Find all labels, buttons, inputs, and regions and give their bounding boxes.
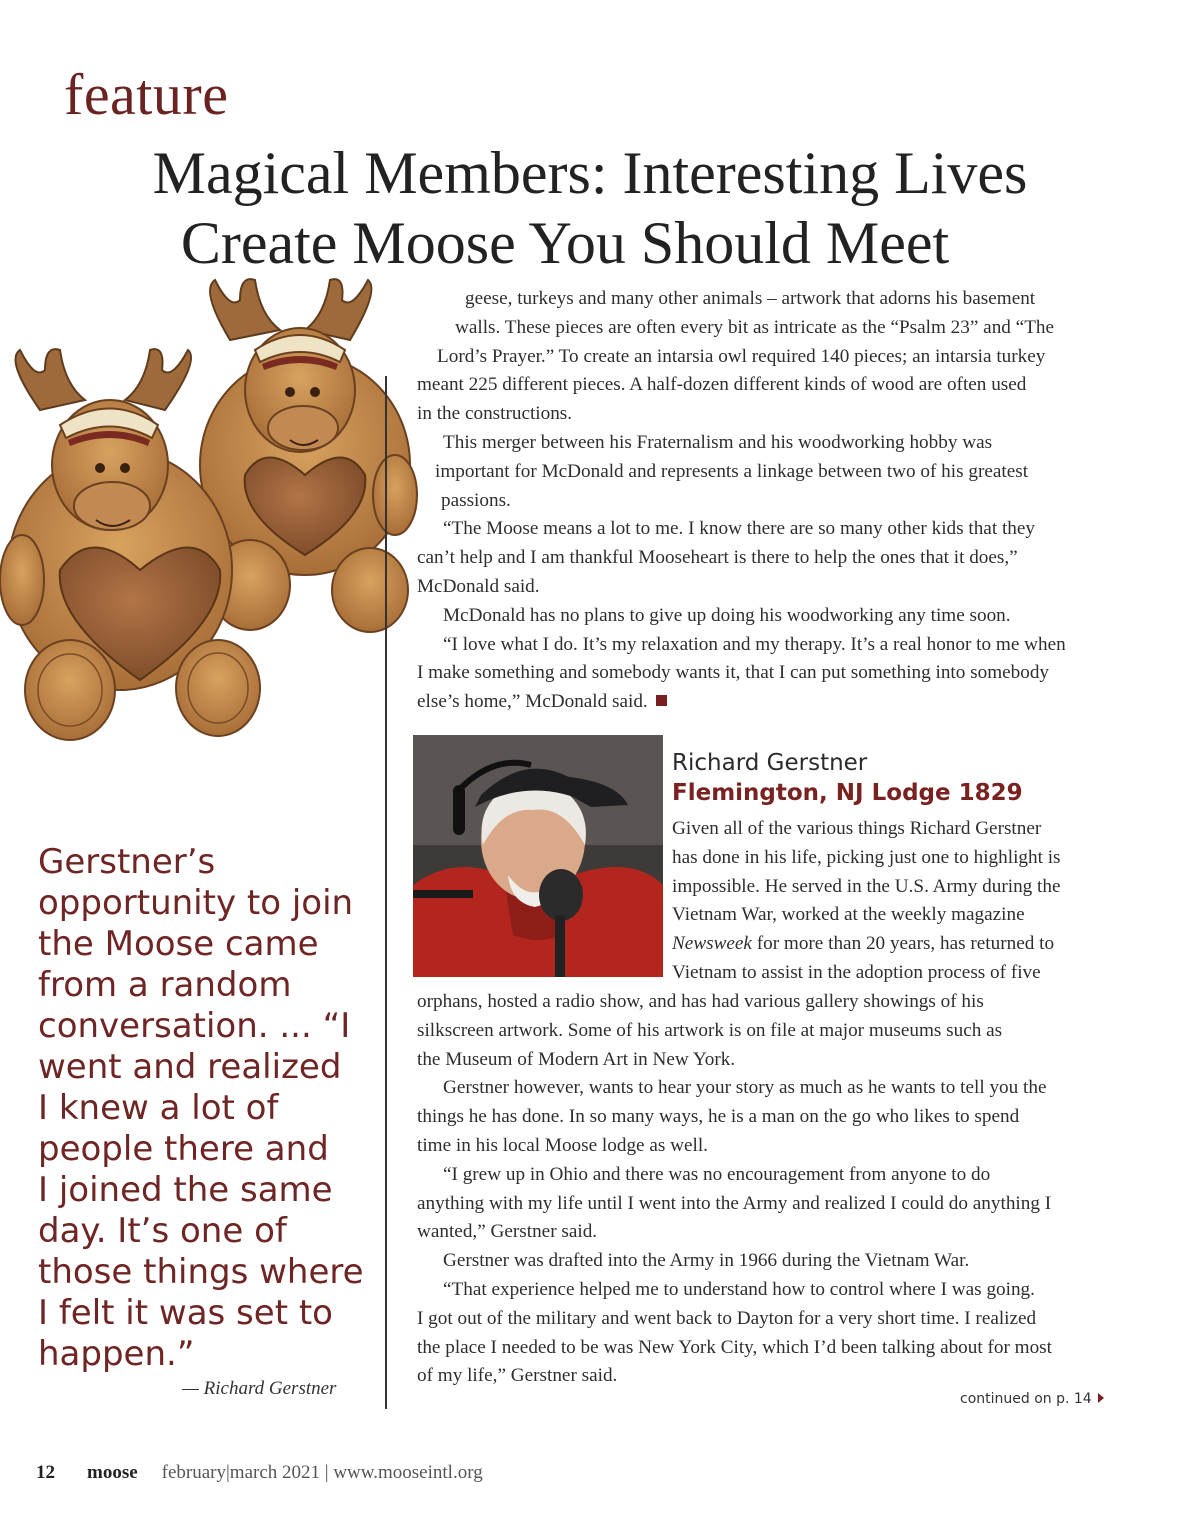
- end-of-story-bullet: [656, 695, 667, 706]
- play-arrow-icon: [1098, 1393, 1104, 1403]
- text-line: can’t help and I am thankful Mooseheart is there to help the ones that it does,”: [417, 547, 1018, 569]
- text-line: Vietnam War, worked at the weekly magazine: [672, 904, 1025, 926]
- pull-quote-line: from a random: [38, 965, 292, 1005]
- text-line: I make something and somebody wants it, that I can put something into somebody: [417, 662, 1050, 684]
- text-line: I got out of the military and went back to Dayton for a very short time. I realized: [417, 1307, 1037, 1329]
- pull-quote-line: happen.”: [38, 1334, 195, 1374]
- headline-line-1: Magical Members: Interesting Lives: [152, 140, 1028, 206]
- text-line: impossible. He served in the U.S. Army during the: [672, 875, 1061, 897]
- profile-name: Richard Gerstner: [672, 750, 868, 776]
- pull-quote-line: I felt it was set to: [38, 1293, 333, 1333]
- profile-intro-wrap: [672, 815, 1172, 988]
- mcdonald-article-continued: [417, 285, 1177, 717]
- text-line-end: else’s home,” McDonald said.: [417, 691, 648, 713]
- text-line: things he has done. In so many ways, he is a man on the go who likes to spend: [417, 1106, 1020, 1128]
- text-line: “The Moose means a lot to me. I know there are so many other kids that they: [443, 518, 1035, 540]
- text-line: silkscreen artwork. Some of his artwork is on file at major museums such as: [417, 1019, 1003, 1041]
- magazine-name: moose: [87, 1462, 138, 1483]
- text-line: has done in his life, picking just one to highlight is: [672, 846, 1061, 868]
- text-line: Gerstner however, wants to hear your story as much as he wants to tell you the: [443, 1077, 1047, 1099]
- pull-quote-line: the Moose came: [38, 924, 319, 964]
- text-line: Given all of the various things Richard Gerstner: [672, 818, 1042, 839]
- page-number: 12: [36, 1462, 55, 1483]
- pull-quote-line: opportunity to join: [38, 883, 354, 923]
- profile-heading: [672, 748, 1023, 808]
- page-footer: [36, 1462, 483, 1484]
- section-kicker: feature: [64, 62, 229, 127]
- pull-quote-line: went and realized: [38, 1047, 342, 1087]
- text-line: McDonald said.: [417, 575, 540, 597]
- text-line: Vietnam to assist in the adoption process of five: [672, 961, 1041, 983]
- text-line: passions.: [441, 489, 511, 511]
- text-line: “I grew up in Ohio and there was no encouragement from anyone to do: [443, 1163, 991, 1185]
- pull-quote: [38, 842, 378, 1375]
- issue-info: february|march 2021 | www.mooseintl.org: [161, 1462, 483, 1483]
- continued-link[interactable]: [960, 1391, 1104, 1407]
- column-divider: [385, 376, 387, 1409]
- pull-quote-line: I joined the same: [38, 1170, 333, 1210]
- text-line: important for McDonald and represents a linkage between two of his greatest: [435, 460, 1029, 482]
- text-line: Gerstner was drafted into the Army in 1966 during the Vietnam War.: [443, 1250, 970, 1272]
- text-line: wanted,” Gerstner said.: [417, 1221, 598, 1243]
- text-line: the Museum of Modern Art in New York.: [417, 1048, 736, 1070]
- text-line: “I love what I do. It’s my relaxation and my therapy. It’s a real honor to me when: [443, 633, 1066, 655]
- pull-quote-line: those things where: [38, 1252, 364, 1292]
- headline: [0, 138, 1180, 278]
- text-line: in the constructions.: [417, 403, 573, 425]
- text-line: This merger between his Fraternalism and his woodworking hobby was: [443, 431, 993, 453]
- pull-quote-line: day. It’s one of: [38, 1211, 287, 1251]
- text-line: McDonald has no plans to give up doing his woodworking any time soon.: [443, 604, 1011, 626]
- text-line: time in his local Moose lodge as well.: [417, 1134, 708, 1156]
- text-line: walls. These pieces are often every bit as intricate as the “Psalm 23” and “The: [455, 316, 1055, 338]
- text-line: the place I needed to be was New York City, which I’d been talking about for most: [417, 1336, 1052, 1358]
- headline-line-2: Create Moose You Should Meet: [180, 210, 950, 276]
- text-line-rest: for more than 20 years, has returned to: [751, 933, 1055, 955]
- pull-quote-line: conversation. ... “I: [38, 1006, 351, 1046]
- text-line: of my life,” Gerstner said.: [417, 1365, 618, 1387]
- pull-quote-line: people there and: [38, 1129, 329, 1169]
- newsweek-title: Newsweek: [672, 933, 752, 955]
- pull-quote-line: Gerstner’s: [38, 842, 216, 882]
- text-line: [672, 930, 1172, 959]
- text-line: Lord’s Prayer.” To create an intarsia owl required 140 pieces; an intarsia turkey: [437, 345, 1046, 367]
- text-line: geese, turkeys and many other animals – artwork that adorns his basement: [465, 288, 1036, 309]
- text-line: meant 225 different pieces. A half-dozen different kinds of wood are often used: [417, 374, 1027, 396]
- intarsia-moose-image: [0, 270, 420, 750]
- text-line: anything with my life until I went into the Army and realized I could do anything I: [417, 1192, 1052, 1214]
- profile-lodge: Flemington, NJ Lodge 1829: [672, 780, 1023, 806]
- richard-gerstner-photo: [413, 735, 663, 977]
- text-line: “That experience helped me to understand how to control where I was going.: [443, 1278, 1035, 1300]
- pull-quote-line: I knew a lot of: [38, 1088, 279, 1128]
- continued-label: continued on p. 14: [960, 1391, 1092, 1407]
- pull-quote-attribution: — Richard Gerstner: [182, 1378, 337, 1399]
- profile-article-body: [417, 988, 1177, 1391]
- text-line: orphans, hosted a radio show, and has had various gallery showings of his: [417, 991, 984, 1012]
- text-line: [417, 688, 1177, 717]
